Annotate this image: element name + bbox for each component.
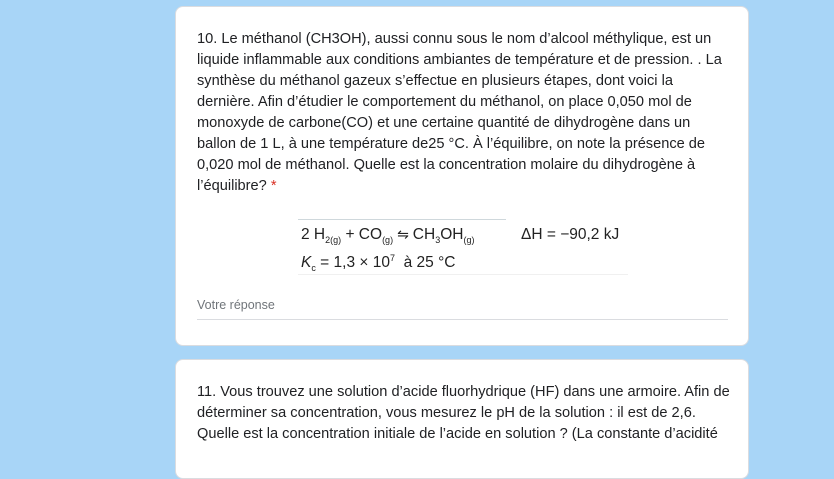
equilibrium-constant: $K_c = 1,3 \times 10^7$ à 25 °C: [301, 253, 456, 273]
question-card-11: [175, 359, 749, 479]
equation-divider-top: [298, 219, 506, 220]
enthalpy-value: ΔH = −90,2 kJ: [521, 226, 620, 243]
equilibrium-arrow-icon: ⇋: [397, 226, 409, 242]
equation-divider-bottom: [298, 274, 628, 275]
answer-input-10[interactable]: Votre réponse: [197, 298, 275, 312]
answer-underline: [197, 319, 728, 320]
required-asterisk: *: [270, 178, 277, 194]
question-card-10: [175, 6, 749, 346]
reaction-equation: 2 $H_{2(g)} + CO_{(g)}$ ⇋ $CH_3OH_{(g)}$: [301, 226, 475, 245]
equation-image: [298, 219, 628, 279]
question-text-10: 10. Le méthanol (CH3OH), aussi connu sous le nom d’alcool méthylique, est un liquide inflammable aux conditions ambiantes de température et de pression. . La synthèse du méthanol gazeux s’effectue en plusieurs étapes, dont voici la dernière. Afin d’étudier le comportement du méthanol, on place 0,050 mol de monoxyde de carbone(CO) et une certaine quantité de dihydrogène dans un ballon de 1 L, à une température de25 °C. À l’équilibre, on note la présence de 0,020 mol de méthanol. Quelle est la concentration molaire du dihydrogène à l’équilibre? *: [197, 31, 722, 194]
question-text-11: 11. Vous trouvez une solution d’acide fluorhydrique (HF) dans une armoire. Afin de déterminer sa concentration, vous mesurez le pH de la solution : il est de 2,6. Quelle est la concentration initiale de l’acide en solution ? (La constante d’acidité: [197, 384, 730, 442]
